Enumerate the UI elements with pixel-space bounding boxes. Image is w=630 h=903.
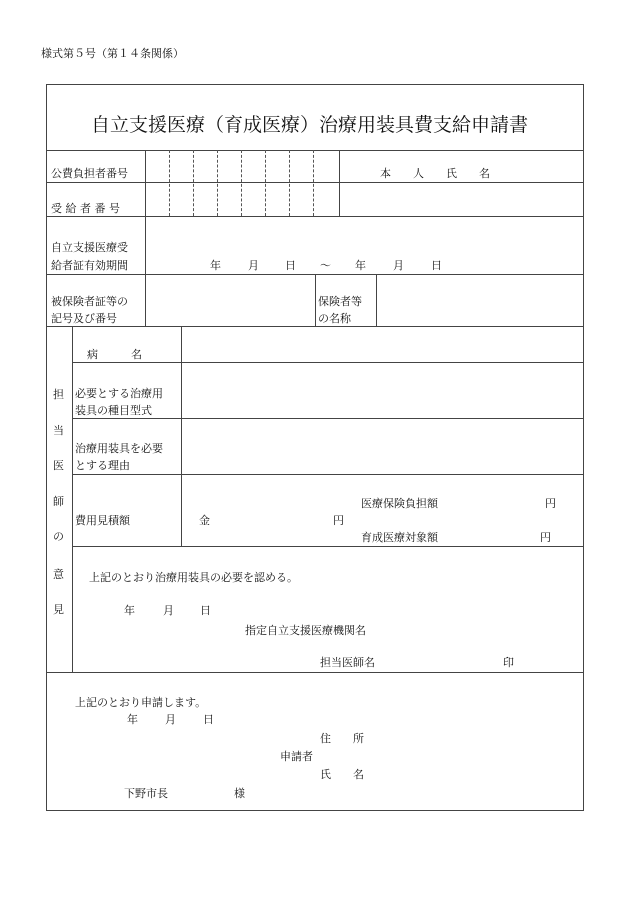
label-insured-1: 被保険者証等の <box>51 295 128 308</box>
label-disease-name: 病 名 <box>87 348 142 361</box>
application-date-year: 年 <box>127 713 138 726</box>
opinion-label-char-1: 担 <box>53 388 64 401</box>
label-doctor-name: 担当医師名 <box>320 656 375 669</box>
application-date-day: 日 <box>203 713 214 726</box>
applicant-name-field[interactable] <box>385 758 580 780</box>
col-opinion-label <box>72 326 73 672</box>
divider-cost <box>72 546 584 547</box>
divider-reason <box>72 474 584 475</box>
opinion-label-char-3: 医 <box>53 459 64 472</box>
doctor-name-field[interactable] <box>393 646 499 670</box>
public-burden-no-field[interactable] <box>146 151 338 182</box>
label-ikusei-yen: 円 <box>540 531 551 544</box>
institution-field[interactable] <box>380 612 580 638</box>
label-institution: 指定自立支援医療機関名 <box>245 624 366 637</box>
addressee: 下野市長 <box>124 787 168 800</box>
opinion-label-char-7: 見 <box>53 603 64 616</box>
divider-row2 <box>46 216 584 217</box>
opinion-label-char-5: の <box>53 530 64 543</box>
recipient-no-field[interactable] <box>146 183 338 216</box>
insurance-burden-field[interactable] <box>448 484 542 512</box>
label-insurance-burden: 医療保険負担額 <box>361 497 438 510</box>
label-reason-1: 治療用装具を必要 <box>75 442 163 455</box>
label-device-type-1: 必要とする治療用 <box>75 387 163 400</box>
label-insurer-2: の名称 <box>318 312 351 325</box>
insured-no-field[interactable] <box>146 275 314 326</box>
divider-opinion <box>46 672 584 673</box>
reason-field[interactable] <box>182 419 584 474</box>
application-statement: 上記のとおり申請します。 <box>75 696 207 709</box>
col-insurer-left <box>315 274 316 326</box>
opinion-date-year: 年 <box>124 604 135 617</box>
validity-year-1: 年 <box>210 259 221 272</box>
label-ikusei-target: 育成医療対象額 <box>361 531 438 544</box>
label-insurance-yen: 円 <box>545 497 556 510</box>
label-validity-2: 給者証有効期間 <box>51 259 128 272</box>
label-recipient-no: 受 給 者 番 号 <box>51 202 120 215</box>
label-kin: 金 <box>199 514 210 527</box>
opinion-date-month: 月 <box>163 604 174 617</box>
ikusei-target-field[interactable] <box>448 518 538 545</box>
label-address: 住 所 <box>320 732 364 745</box>
person-name-field[interactable] <box>340 183 584 216</box>
label-public-burden-no: 公費負担者番号 <box>51 167 128 180</box>
opinion-date-day: 日 <box>200 604 211 617</box>
validity-day-2: 日 <box>431 259 442 272</box>
form-title: 自立支援医療（育成医療）治療用装具費支給申請書 <box>91 114 529 136</box>
label-person-name: 本 人 氏 名 <box>380 167 490 180</box>
label-cost-estimate: 費用見積額 <box>75 514 130 527</box>
label-insurer-1: 保険者等 <box>318 295 362 308</box>
validity-year-2: 年 <box>355 259 366 272</box>
validity-day-1: 日 <box>285 259 296 272</box>
insurer-name-field[interactable] <box>377 275 584 326</box>
label-reason-2: とする理由 <box>75 459 130 472</box>
validity-tilde: 〜 <box>320 259 331 272</box>
label-validity-1: 自立支援医療受 <box>51 241 128 254</box>
cost-estimate-field[interactable] <box>214 500 332 530</box>
label-applicant: 申請者 <box>280 750 313 763</box>
form-number: 様式第５号（第１４条関係） <box>41 47 184 60</box>
seal-mark: 印 <box>503 656 514 669</box>
label-applicant-name: 氏 名 <box>320 768 364 781</box>
opinion-label-char-2: 当 <box>53 424 64 437</box>
recognition-statement: 上記のとおり治療用装具の必要を認める。 <box>89 571 298 584</box>
label-device-type-2: 装具の種目型式 <box>75 404 152 417</box>
opinion-label-char-6: 意 <box>53 568 64 581</box>
col-validity <box>145 216 146 274</box>
disease-name-field[interactable] <box>182 327 584 362</box>
device-type-field[interactable] <box>182 363 584 418</box>
validity-month-2: 月 <box>393 259 404 272</box>
label-insured-2: 記号及び番号 <box>51 312 117 325</box>
opinion-label-char-4: 師 <box>53 495 64 508</box>
validity-month-1: 月 <box>248 259 259 272</box>
addressee-honorific: 様 <box>234 787 245 800</box>
address-field[interactable] <box>385 722 580 744</box>
application-date-month: 月 <box>165 713 176 726</box>
label-cost-yen: 円 <box>333 514 344 527</box>
